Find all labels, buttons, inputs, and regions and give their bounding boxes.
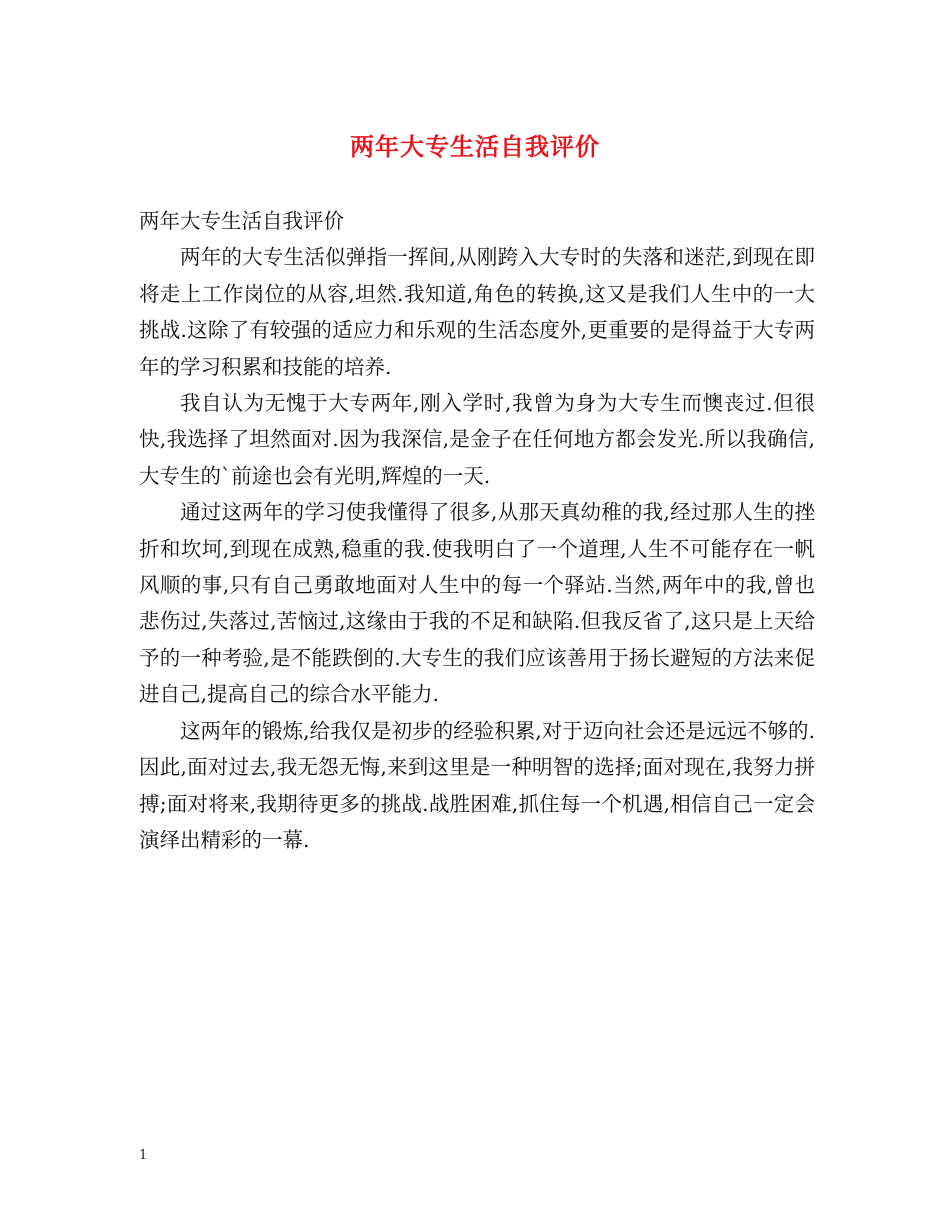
paragraph-2: 我自认为无愧于大专两年,刚入学时,我曾为身为大专生而懊丧过.但很快,我选择了坦然面对.因为我深信,是金子在任何地方都会发光.所以我确信,大专生的`前途也会有光明,辉煌的一天. (139, 391, 815, 488)
document-title: 两年大专生活自我评价 (350, 132, 600, 161)
page-number: 1 (139, 1148, 148, 1163)
body-subtitle: 两年大专生活自我评价 (139, 209, 344, 233)
document-body (139, 203, 815, 858)
paragraph-1: 两年的大专生活似弹指一挥间,从刚跨入大专时的失落和迷茫,到现在即将走上工作岗位的从容,坦然.我知道,角色的转换,这又是我们人生中的一大挑战.这除了有较强的适应力和乐观的生活态度外,更重要的是得益于大专两年的学习积累和技能的培养. (139, 245, 815, 379)
paragraph-3: 通过这两年的学习使我懂得了很多,从那天真幼稚的我,经过那人生的挫折和坎坷,到现在成熟,稳重的我.使我明白了一个道理,人生不可能存在一帆风顺的事,只有自己勇敢地面对人生中的每一个驿站.当然,两年中的我,曾也悲伤过,失落过,苦恼过,这缘由于我的不足和缺陷.但我反省了,这只是上天给予的一种考验,是不能跌倒的.大专生的我们应该善用于扬长避短的方法来促进自己,提高自己的综合水平能力. (139, 500, 815, 707)
paragraph-4: 这两年的锻炼,给我仅是初步的经验积累,对于迈向社会还是远远不够的.因此,面对过去,我无怨无悔,来到这里是一种明智的选择;面对现在,我努力拼搏;面对将来,我期待更多的挑战.战胜困难,抓住每一个机遇,相信自己一定会演绎出精彩的一幕. (139, 718, 815, 852)
